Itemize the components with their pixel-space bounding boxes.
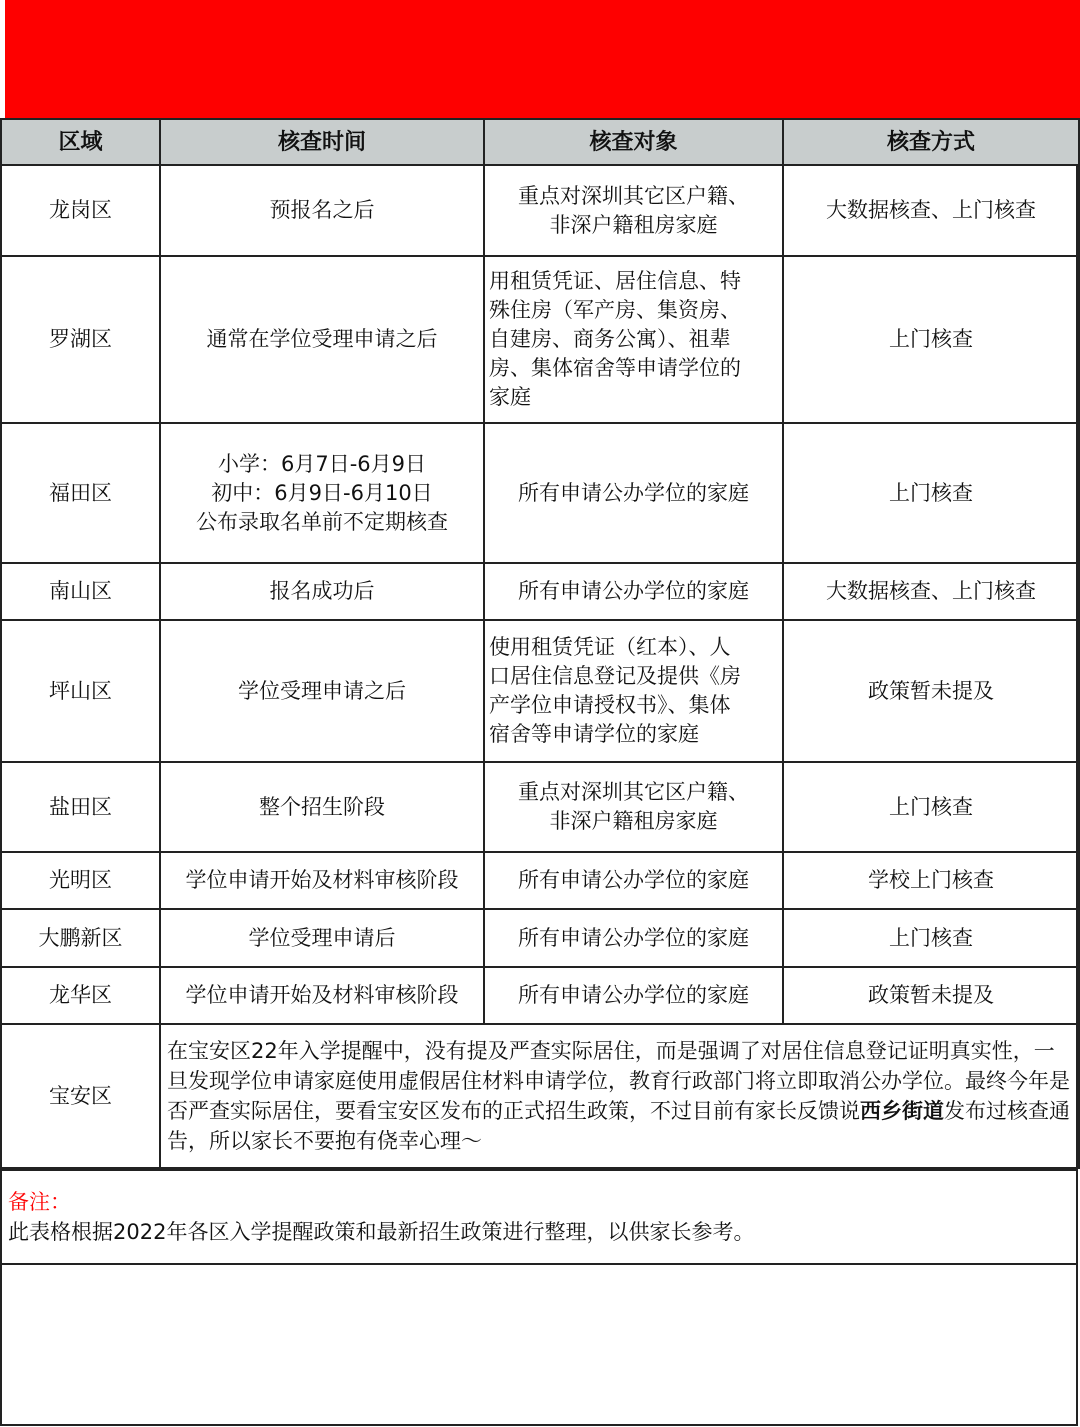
target-cell: 所有申请公办学位的家庭 [484, 967, 783, 1024]
time-cell: 报名成功后 [160, 563, 484, 620]
table-row [1, 967, 1079, 1024]
remarks-box [0, 1169, 1078, 1265]
header-target: 核查对象 [484, 119, 783, 165]
time-cell: 学位受理申请之后 [160, 620, 484, 762]
time-cell: 小学：6月7日-6月9日 初中：6月9日-6月10日 公布录取名单前不定期核查 [160, 423, 484, 563]
table-row [1, 563, 1079, 620]
method-cell: 上门核查 [783, 909, 1079, 967]
header-district: 区域 [1, 119, 160, 165]
baoan-note: 在宝安区22年入学提醒中，没有提及严查实际居住，而是强调了对居住信息登记证明真实性，一旦发现学位申请家庭使用虚假居住材料申请学位，教育行政部门将立即取消公办学位。最终今年是否严查实际居住，要看宝安区发布的正式招生政策，不过目前有家长反馈说西乡街道发布过核查通告，所以家长不要抱有侥幸心理～ [160, 1024, 1079, 1168]
target-cell: 重点对深圳其它区户籍、 非深户籍租房家庭 [484, 165, 783, 256]
target-cell: 所有申请公办学位的家庭 [484, 423, 783, 563]
time-cell: 预报名之后 [160, 165, 484, 256]
method-cell: 上门核查 [783, 423, 1079, 563]
method-cell: 政策暂未提及 [783, 620, 1079, 762]
top-banner [5, 0, 1080, 118]
table-header-row [1, 119, 1079, 165]
target-cell: 重点对深圳其它区户籍、 非深户籍租房家庭 [484, 762, 783, 852]
time-cell: 学位受理申请后 [160, 909, 484, 967]
target-cell: 用租赁凭证、居住信息、特 殊住房（军产房、集资房、 自建房、商务公寓）、祖辈 房、集体宿舍等申请学位的 家庭 [484, 256, 783, 423]
table-row [1, 762, 1079, 852]
district-cell: 龙华区 [1, 967, 160, 1024]
time-cell: 通常在学位受理申请之后 [160, 256, 484, 423]
table-row [1, 165, 1079, 256]
inspection-table [0, 118, 1080, 1169]
district-cell: 大鹏新区 [1, 909, 160, 967]
target-cell: 所有申请公办学位的家庭 [484, 909, 783, 967]
district-cell: 罗湖区 [1, 256, 160, 423]
time-cell: 学位申请开始及材料审核阶段 [160, 967, 484, 1024]
method-cell: 上门核查 [783, 256, 1079, 423]
time-cell: 学位申请开始及材料审核阶段 [160, 852, 484, 909]
method-cell: 大数据核查、上门核查 [783, 165, 1079, 256]
table-row [1, 852, 1079, 909]
time-cell: 整个招生阶段 [160, 762, 484, 852]
target-cell: 使用租赁凭证（红本）、人 口居住信息登记及提供《房 产学位申请授权书》、集体 宿舍等申请学位的家庭 [484, 620, 783, 762]
method-cell: 学校上门核查 [783, 852, 1079, 909]
district-cell: 光明区 [1, 852, 160, 909]
target-cell: 所有申请公办学位的家庭 [484, 563, 783, 620]
district-cell: 坪山区 [1, 620, 160, 762]
method-cell: 上门核查 [783, 762, 1079, 852]
district-cell: 宝安区 [1, 1024, 160, 1168]
table-row [1, 909, 1079, 967]
xixiang-street-highlight: 西乡街道 [860, 1099, 944, 1123]
header-time: 核查时间 [160, 119, 484, 165]
district-cell: 福田区 [1, 423, 160, 563]
table-row [1, 620, 1079, 762]
district-cell: 盐田区 [1, 762, 160, 852]
table-row [1, 256, 1079, 423]
table-row-baoan [1, 1024, 1079, 1168]
remarks-text: 此表格根据2022年各区入学提醒政策和最新招生政策进行整理，以供家长参考。 [8, 1220, 755, 1244]
method-cell: 大数据核查、上门核查 [783, 563, 1079, 620]
district-cell: 南山区 [1, 563, 160, 620]
header-method: 核查方式 [783, 119, 1079, 165]
district-cell: 龙岗区 [1, 165, 160, 256]
target-cell: 所有申请公办学位的家庭 [484, 852, 783, 909]
table-row [1, 423, 1079, 563]
method-cell: 政策暂未提及 [783, 967, 1079, 1024]
remarks-label: 备注： [8, 1190, 71, 1214]
